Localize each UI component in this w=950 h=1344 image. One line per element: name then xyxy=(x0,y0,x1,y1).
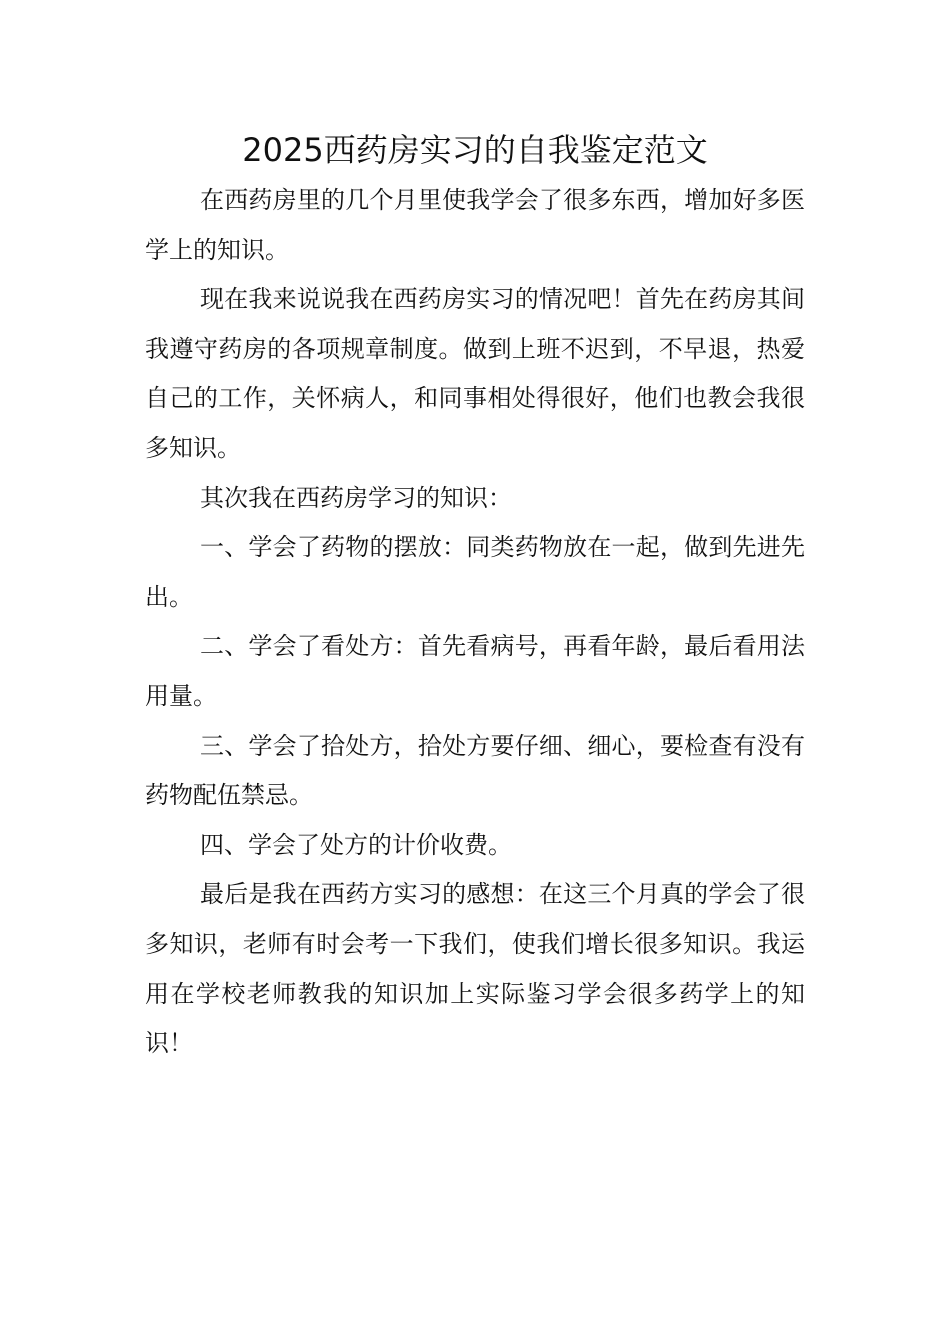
paragraph-item-2: 二、学会了看处方：首先看病号，再看年龄，最后看用法用量。 xyxy=(145,632,805,710)
paragraph-item-4: 四、学会了处方的计价收费。 xyxy=(200,830,512,859)
paragraph-situation: 现在我来说说我在西药房实习的情况吧！首先在药房其间我遵守药房的各项规章制度。做到上班不迟到，不早退，热爱自己的工作，关怀病人，和同事相处得很好，他们也教会我很多知识。 xyxy=(145,285,805,462)
paragraph-item-3: 三、学会了拾处方，拾处方要仔细、细心，要检查有没有药物配伍禁忌。 xyxy=(145,731,805,810)
document-title: 2025西药房实习的自我鉴定范文 xyxy=(242,131,708,169)
paragraph-knowledge-heading: 其次我在西药房学习的知识： xyxy=(200,483,512,512)
document-body xyxy=(145,176,805,1069)
paragraph-conclusion: 最后是我在西药方实习的感想：在这三个月真的学会了很多知识，老师有时会考一下我们，使我们增长很多知识。我运用在学校老师教我的知识加上实际鉴习学会很多药学上的知识！ xyxy=(145,880,805,1058)
paragraph-intro: 在西药房里的几个月里使我学会了很多东西，增加好多医学上的知识。 xyxy=(145,186,805,264)
paragraph-item-1: 一、学会了药物的摆放：同类药物放在一起，做到先进先出。 xyxy=(145,533,805,611)
